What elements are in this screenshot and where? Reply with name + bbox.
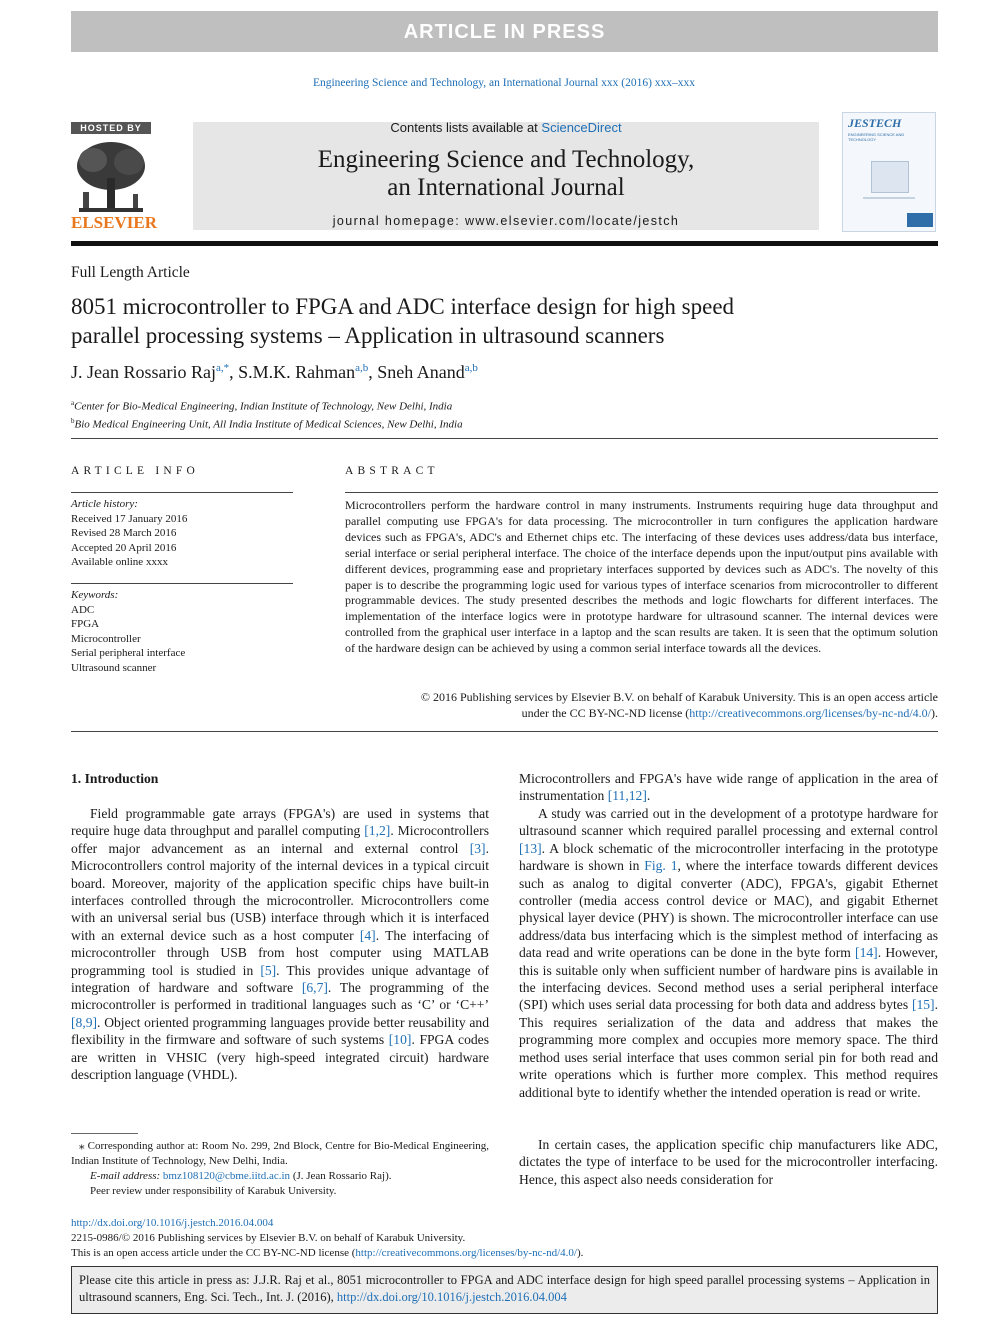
article-in-press-banner: ARTICLE IN PRESS [71,11,938,52]
homepage-link[interactable]: www.elsevier.com/locate/jestch [464,214,680,228]
contents-line: Contents lists available at ScienceDirect [390,120,622,135]
cover-label: JESTECH [848,116,902,130]
abstract-text: Microcontrollers perform the hardware control in many instruments. Instruments requiring huge data throughput and parallel computing use FPGA's for data processing. The microcontroller in turn configures the application hardware devices such as FPGA's, ADC's and Ethernet chips etc. The interfacing of these devices uses address/data bus interface, serial interface or serial peripheral interface. The choice of the interface depends upon the input/output pins available with different devices, programming ease and proprietary interfaces supported by devices such as ADC's. The novelty of this paper is to describe the programming logic used for various types of interface scenarios from microcontroller to different programmable devices. The study presented describes the methods and logic flowcharts for different interfaces. The implementation of the interface logics were in prototype hardware for ultrasound scanner. The internal devices were controlled from the graphical user interface in a laptop and the scan results are taken. It is seen that the optimum solution of the hardware design can be achieved by using a common serial interface towards all the devices. [345,498,938,656]
divider [345,492,938,493]
journal-reference[interactable]: Engineering Science and Technology, an International Journal xxx (2016) xxx–xxx [312,77,696,89]
citation-link[interactable]: [1,2] [364,823,391,839]
cover-band [907,213,933,227]
article-history: Article history: Received 17 January 2016 Revised 28 March 2016 Accepted 20 April 2016 Available online xxxx [71,498,188,568]
body-text: In certain cases, the application specific chip manufacturers like ADC, dictates the type of interface to be used for the microcontroller interfacing. Hence, this aspect also needs consideration for [519,1137,938,1187]
citation-link[interactable]: [3] [469,840,486,856]
body-text: . [646,788,651,804]
keywords: Keywords: ADC FPGA Microcontroller Serial peripheral interface Ultrasound scanner [71,589,186,674]
citation-link[interactable]: [13] [519,840,542,856]
body-text: , where the interface towards different devices such as analog to digital converter (ADC), FPGA's, gigabit Ethernet controller (media access control device or MAC), and gigabit Ethernet physical layer device (PHY) is shown. The microcontroller interface can use address/data bus interfacing which is the simplest method of interfacing as data read and write operations can be done in the byte form [519,858,938,961]
journal-homepage: journal homepage: www.elsevier.com/locate/jestch [332,214,680,228]
keyword: ADC [71,603,95,616]
keyword: Serial peripheral interface [71,647,186,659]
cover-line [863,197,915,199]
intro-right-paragraph [519,805,938,1101]
body-text: . The programming of the microcontroller is performed in traditional languages such as ‘C’ or ‘C++’ [71,980,490,1013]
author-name[interactable]: J. Jean Rossario Raj [71,362,216,382]
article-info-heading: ARTICLE INFO [71,465,199,477]
article-type: Full Length Article [71,264,190,281]
cover-subtitle: ENGINEERING SCIENCE AND TECHNOLOGY [848,132,905,142]
body-text: . A block schematic of the microcontroller interfacing in the prototype hardware is shown in [519,840,938,874]
citation-link[interactable]: [15] [911,997,935,1013]
keyword: FPGA [71,618,100,630]
author-list: J. Jean Rossario Raj$^{a,*}$, S.M.K. Rahman$^{a,b}$, Sneh Anand$^{a,b}$ [71,362,478,382]
sciencedirect-link[interactable]: ScienceDirect [541,120,622,135]
citation-link[interactable]: [11,12] [607,788,647,804]
divider [71,583,293,584]
affiliations [71,396,463,432]
body-text: Field programmable gate arrays (FPGA's) are used in systems that require huge data throughput and parallel computing [71,806,489,839]
citation-box: Please cite this article in press as: J.J.R. Raj et al., 8051 microcontroller to FPGA and ADC interface design for high speed parallel processing systems – Application in ultrasound scanners, Eng. Sci. Tech., Int. J. (2016), http://dx.doi.org/10.1016/j.jestch.2016.04.004 [71,1266,938,1314]
divider [71,438,938,439]
citation-link[interactable]: [8,9] [71,1014,98,1030]
body-text: Microcontrollers and FPGA's have wide range of application in the area of instrumentation [519,771,938,804]
elsevier-wordmark: ELSEVIER [71,213,157,232]
intro-left-paragraph [71,805,489,1084]
body-text: A study was carried out in the development of a prototype hardware for ultrasound scanner which required parallel processing and external control [519,806,938,839]
section-heading: 1. Introduction [71,771,159,786]
keyword: Microcontroller [71,632,141,645]
license-link[interactable]: http://creativecommons.org/licenses/by-nc-nd/4.0/ [689,706,931,720]
footnote: ⁎ Corresponding author at: Room No. 299, 2nd Block, Centre for Bio-Medical Engineering, Indian Institute of Technology, New Delhi, India. E-mail address: bmz108120@cbme.iitd.ac.in (J. Jean Rossario Raj). Peer review under responsibility of Karabuk University. [71,1140,489,1197]
elsevier-tree-logo-icon [71,138,151,216]
body-text: . This requires serialization of the data and address that makes the programming more complex and occupies more memory space. The third method uses serial interface that uses common serial pin for both read and write operations which is further more complex. This method requires additional byte to identify whether the intended operation is read or write. [519,997,938,1100]
abstract-heading: ABSTRACT [345,465,439,477]
license-link[interactable]: http://creativecommons.org/licenses/by-nc-nd/4.0/ [355,1247,577,1259]
intro-right-paragraph [519,770,938,805]
doi-link[interactable]: http://dx.doi.org/10.1016/j.jestch.2016.04.004 [71,1217,274,1229]
cover-graphic [871,161,909,193]
bottom-info: http://dx.doi.org/10.1016/j.jestch.2016.04.004 2215-0986/© 2016 Publishing services by Elsevier B.V. on behalf of Karabuk University. This is an open access article under the CC BY-NC-ND license (http://creativecommons.org/licenses/by-nc-nd/4.0/). [71,1217,584,1259]
citation-link[interactable]: [6,7] [301,980,328,996]
body-text: . Microcontrollers control majority of the internal devices in a typical circuit board. Moreover, majority of the application specific chips have built-in interfaces controlled through the microcontroller. Microcontrollers come with an universal serial bus (USB) interface through which it is interfaced with an external device such as a host computer [71,840,489,943]
author-name[interactable]: Sneh Anand [377,362,465,382]
journal-cover [842,112,936,232]
body-text: . Object oriented programming languages provide better reusability and flexibility in the firmware and software of such systems [71,1014,489,1048]
author-name[interactable]: S.M.K. Rahman [238,362,356,382]
article-title: 8051 microcontroller to FPGA and ADC interface design for high speed parallel processing systems – Application in ultrasound scanners [71,294,735,348]
body-text: . FPGA codes are written in VHSIC (very high-speed integrated circuit) hardware description language (VHDL). [71,1032,489,1083]
citation-doi-link[interactable]: http://dx.doi.org/10.1016/j.jestch.2016.04.004 [336,1290,567,1304]
divider [71,731,938,732]
header-rule [71,241,938,246]
affiliation: $^a$Center for Bio-Medical Engineering, Indian Institute of Technology, New Delhi, India [71,399,453,413]
citation-link[interactable]: [4] [359,927,376,943]
citation-link[interactable]: [14] [855,945,878,961]
intro-right-paragraph [519,1136,938,1188]
email-link[interactable]: bmz108120@cbme.iitd.ac.in [162,1170,291,1182]
footnote-rule [71,1133,138,1134]
citation-link[interactable]: Fig. 1 [644,858,678,874]
keyword: Ultrasound scanner [71,661,157,674]
body-text: . This provides unique advantage of integration of hardware and software [71,962,489,996]
citation-link[interactable]: [5] [260,962,277,978]
copyright-notice: © 2016 Publishing services by Elsevier B.V. on behalf of Karabuk University. This is an open access article under the CC BY-NC-ND license (http://creativecommons.org/licenses/by-nc-nd/4.0/). [420,690,938,720]
citation-link[interactable]: [10] [388,1032,412,1048]
body-text: . Microcontrollers offer major advancement as an internal and external control [71,823,489,856]
divider [71,492,293,493]
affiliation: $^b$Bio Medical Engineering Unit, All India Institute of Medical Sciences, New Delhi, India [71,417,463,431]
hosted-by-label: HOSTED BY [71,122,151,134]
body-text: . The interfacing of microcontroller through USB from host computer using MATLAB programming tool is studied in [71,927,489,978]
journal-title: Engineering Science and Technology, an International Journal [317,146,695,201]
body-text: . However, this is suitable only when sufficient number of hardware pins is available in the interfacing devices. Second method uses a serial peripheral interface (SPI) which uses serial data processing for both data and address bytes [519,945,939,1013]
